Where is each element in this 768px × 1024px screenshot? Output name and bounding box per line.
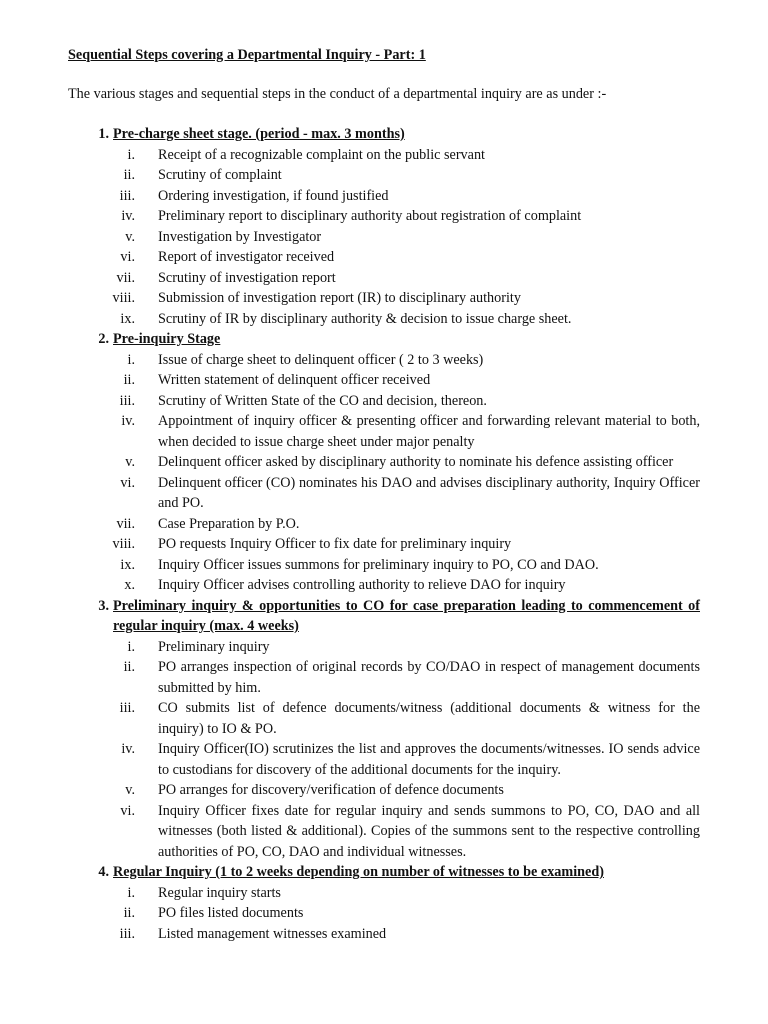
section-list <box>0 124 768 944</box>
list-item-text: Inquiry Officer fixes date for regular inquiry and sends summons to PO, CO, DAO and all witnesses (both listed & additional). Copies of the summons sent to the respective controlling authorities of PO, CO, DAO and individual witnesses. <box>158 802 700 860</box>
list-item-text: CO submits list of defence documents/witness (additional documents & witness for the inquiry) to IO & PO. <box>158 700 700 737</box>
list-item-number: vi. <box>120 249 135 265</box>
list-item <box>0 637 768 658</box>
section-heading <box>0 124 768 145</box>
list-item-number: i. <box>127 638 135 655</box>
list-item-number: v. <box>125 454 135 470</box>
list-item <box>0 903 768 924</box>
list-item-text: Inquiry Officer advises controlling authority to relieve DAO for inquiry <box>158 577 566 593</box>
section-title: Pre-charge sheet stage. (period - max. 3 months) <box>113 126 405 142</box>
list-item <box>0 309 768 330</box>
list-item <box>0 227 768 248</box>
list-item <box>0 473 768 514</box>
section-heading <box>0 329 768 350</box>
list-item-text: Issue of charge sheet to delinquent officer ( 2 to 3 weeks) <box>158 351 484 368</box>
list-item <box>0 801 768 863</box>
list-item-number: ii. <box>123 659 135 675</box>
list-item-text: Ordering investigation, if found justified <box>158 187 389 204</box>
list-item-number: iv. <box>121 741 135 757</box>
list-item-number: ix. <box>120 310 135 327</box>
list-item <box>0 186 768 207</box>
list-item-text: Preliminary report to disciplinary authority about registration of complaint <box>158 208 582 224</box>
list-item <box>0 165 768 186</box>
section-title: Regular Inquiry (1 to 2 weeks depending on number of witnesses to be examined) <box>113 864 604 880</box>
section-number: 1. <box>98 126 109 142</box>
list-item-text: Scrutiny of investigation report <box>158 269 336 286</box>
list-item <box>0 288 768 309</box>
list-item <box>0 350 768 371</box>
list-item-number: v. <box>125 782 135 798</box>
list-item <box>0 370 768 391</box>
list-item-text: Written statement of delinquent officer received <box>158 372 431 388</box>
list-item-text: Inquiry Officer issues summons for preliminary inquiry to PO, CO and DAO. <box>158 556 599 573</box>
list-item-text: Scrutiny of Written State of the CO and decision, thereon. <box>158 392 487 409</box>
list-item <box>0 514 768 535</box>
list-item-number: i. <box>127 351 135 368</box>
document-title: Sequential Steps covering a Departmental Inquiry - Part: 1 <box>68 47 426 63</box>
section-title: Pre-inquiry Stage <box>113 331 221 347</box>
list-item <box>0 534 768 555</box>
list-item-text: Submission of investigation report (IR) to disciplinary authority <box>158 290 521 306</box>
list-item <box>0 739 768 780</box>
list-item-number: vi. <box>120 474 135 491</box>
list-item-number: iii. <box>119 187 135 204</box>
list-item-text: PO arranges inspection of original records by CO/DAO in respect of management documents submitted by him. <box>158 659 700 696</box>
list-item-number: i. <box>127 884 135 901</box>
list-item <box>0 780 768 801</box>
list-item-text: Report of investigator received <box>158 249 335 265</box>
list-item <box>0 924 768 945</box>
list-item-number: ii. <box>123 905 135 921</box>
list-item <box>0 452 768 473</box>
list-item-text: Inquiry Officer(IO) scrutinizes the list and approves the documents/witnesses. IO sends advice to custodians for discovery of the additional documents for the inquiry. <box>158 741 700 778</box>
list-item-number: ix. <box>120 556 135 573</box>
list-item-text: Listed management witnesses examined <box>158 925 387 942</box>
list-item-text: Delinquent officer asked by disciplinary authority to nominate his defence assisting officer <box>158 454 674 470</box>
section-number: 3. <box>98 597 109 614</box>
list-item-text: Regular inquiry starts <box>158 884 281 901</box>
list-item-text: PO files listed documents <box>158 905 304 921</box>
list-item-number: iv. <box>121 413 135 429</box>
intro-paragraph: The various stages and sequential steps in the conduct of a departmental inquiry are as under :- <box>68 86 607 102</box>
list-item-number: ii. <box>123 167 135 183</box>
list-item-number: ii. <box>123 372 135 388</box>
list-item-number: viii. <box>112 290 135 306</box>
list-item <box>0 206 768 227</box>
list-item-number: i. <box>127 146 135 163</box>
list-item-number: viii. <box>112 536 135 552</box>
list-item-text: Appointment of inquiry officer & presenting officer and forwarding relevant material to both, when decided to issue charge sheet under major penalty <box>158 413 700 450</box>
list-item-number: vii. <box>116 269 135 286</box>
section-number: 2. <box>98 331 109 347</box>
list-item-number: iii. <box>119 925 135 942</box>
list-item <box>0 247 768 268</box>
list-item-number: iii. <box>119 700 135 716</box>
list-item-text: Investigation by Investigator <box>158 228 322 245</box>
list-item-text: Delinquent officer (CO) nominates his DAO and advises disciplinary authority, Inquiry Officer and PO. <box>158 474 700 511</box>
list-item-text: Preliminary inquiry <box>158 638 270 655</box>
section-heading <box>0 596 768 637</box>
list-item-number: v. <box>125 228 135 245</box>
list-item-text: Scrutiny of complaint <box>158 167 282 183</box>
list-item <box>0 883 768 904</box>
list-item-text: Receipt of a recognizable complaint on the public servant <box>158 146 485 163</box>
list-item <box>0 698 768 739</box>
list-item-text: PO requests Inquiry Officer to fix date for preliminary inquiry <box>158 536 512 552</box>
list-item <box>0 268 768 289</box>
list-item <box>0 145 768 166</box>
list-item <box>0 391 768 412</box>
list-item-number: iv. <box>121 208 135 224</box>
list-item <box>0 657 768 698</box>
list-item <box>0 411 768 452</box>
section-title: Preliminary inquiry & opportunities to CO for case preparation leading to commencement of regular inquiry (max. 4 weeks) <box>113 597 700 634</box>
list-item <box>0 575 768 596</box>
list-item <box>0 555 768 576</box>
list-item-number: x. <box>124 577 135 593</box>
list-item-number: iii. <box>119 392 135 409</box>
list-item-number: vii. <box>116 515 135 532</box>
list-item-text: Scrutiny of IR by disciplinary authority & decision to issue charge sheet. <box>158 310 572 327</box>
section-number: 4. <box>98 864 109 880</box>
section-heading <box>0 862 768 883</box>
list-item-text: PO arranges for discovery/verification of defence documents <box>158 782 504 798</box>
list-item-number: vi. <box>120 802 135 819</box>
list-item-text: Case Preparation by P.O. <box>158 515 300 532</box>
